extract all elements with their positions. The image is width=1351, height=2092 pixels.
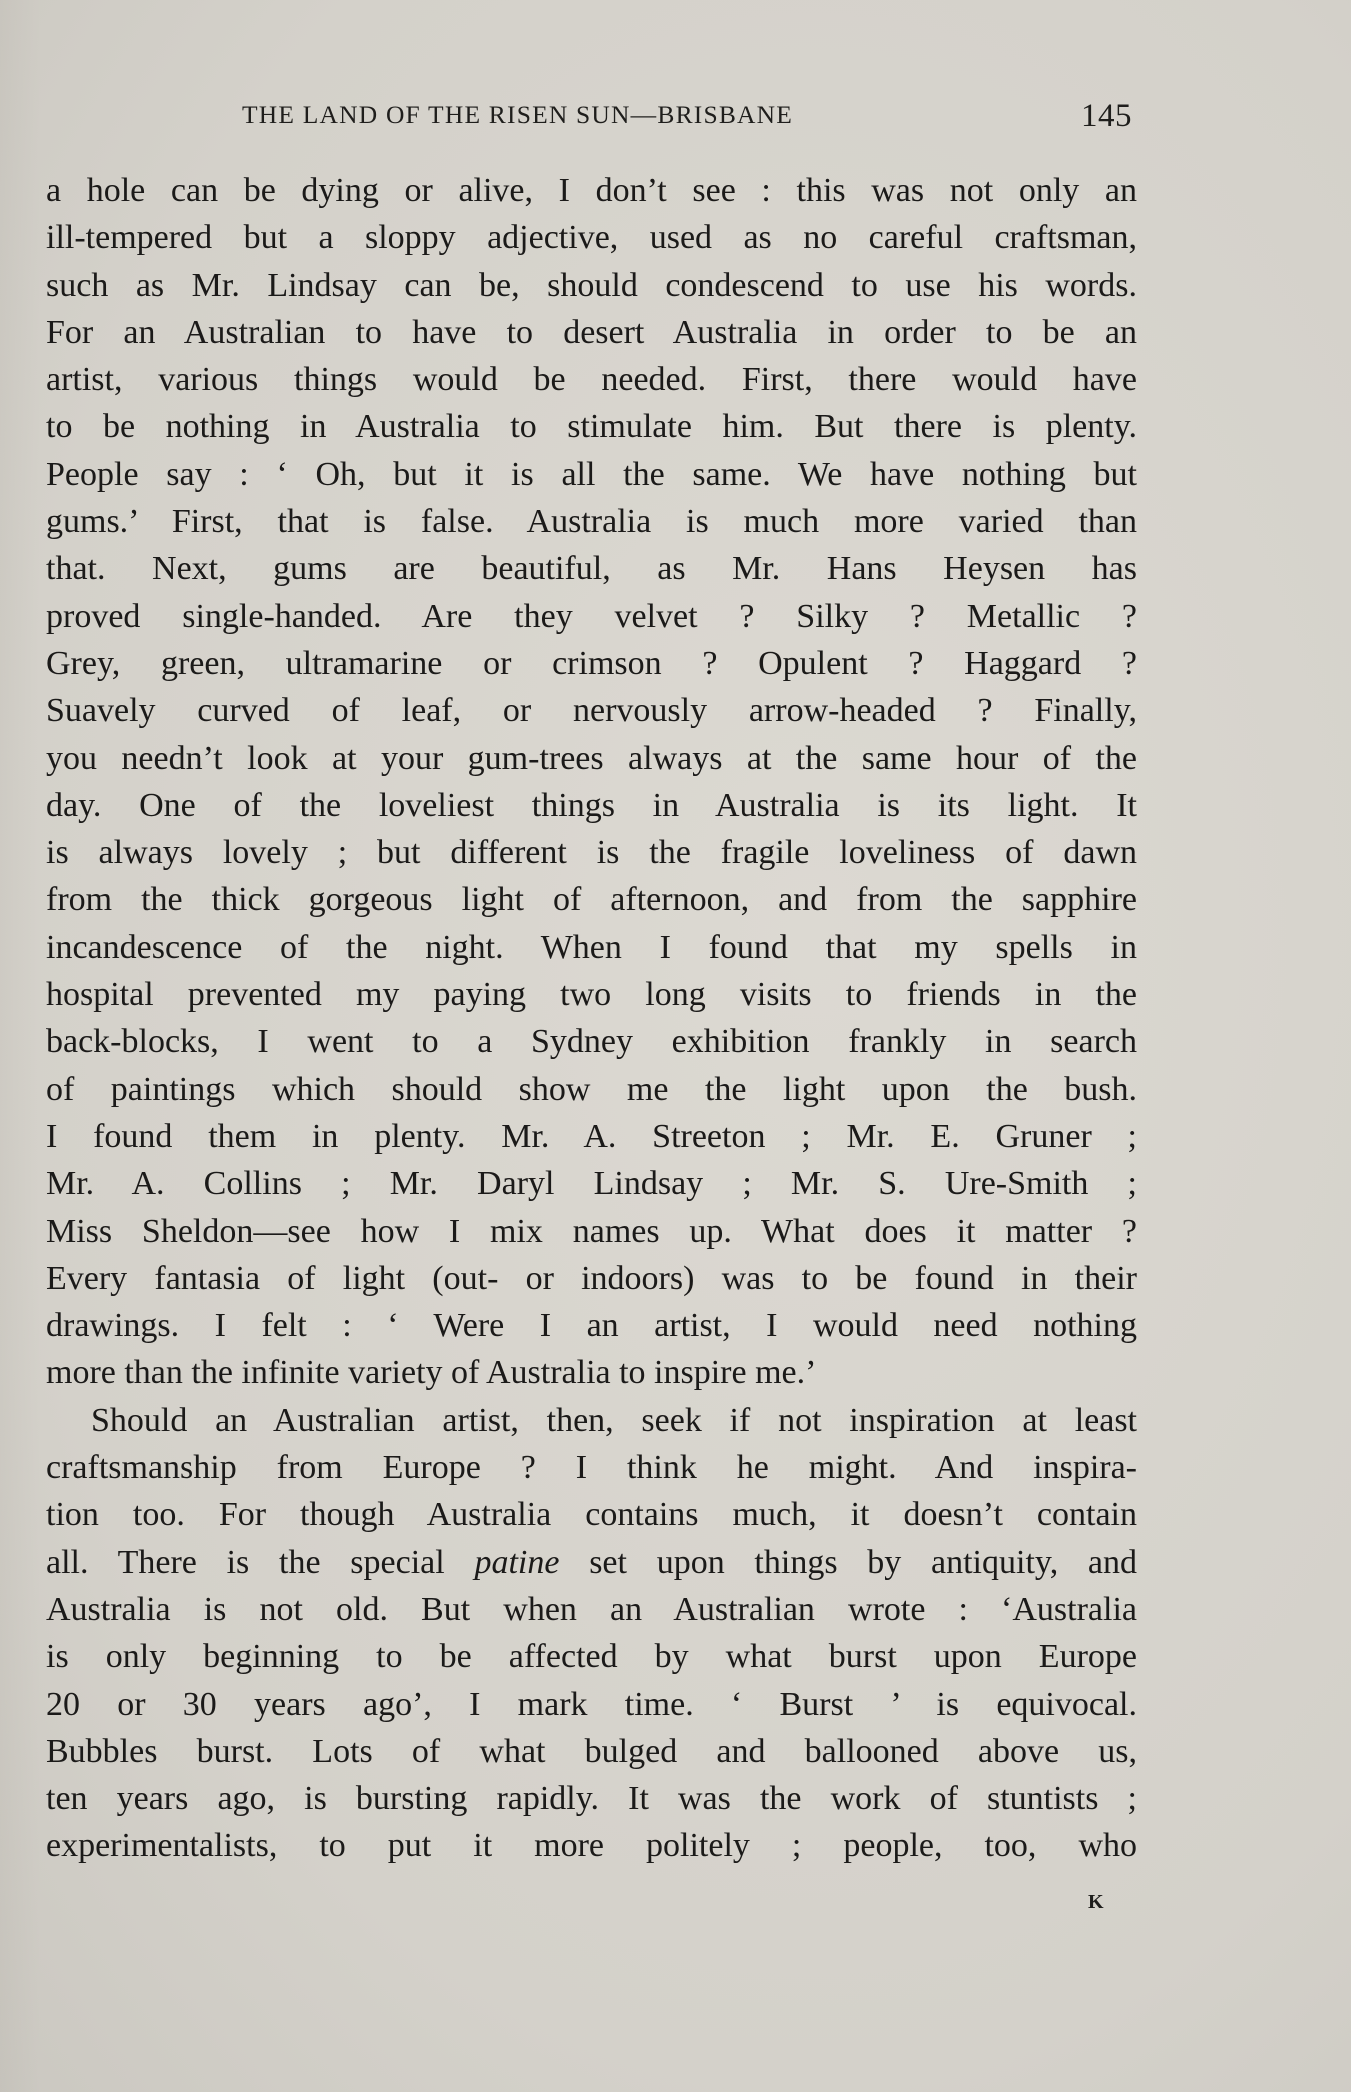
text-line: incandescence of the night. When I found that my spells in [46,928,1137,966]
page-number: 145 [1081,98,1132,134]
text-line: that. Next, gums are beautiful, as Mr. Hans Heysen has [46,550,1137,588]
text-line: People say : ‘ Oh, but it is all the same. We have nothing but [46,455,1137,493]
text-segment: set upon things by antiquity, and [589,1543,1138,1581]
text-line: to be nothing in Australia to stimulate him. But there is plenty. [46,408,1137,446]
text-line: day. One of the loveliest things in Australia is its light. It [46,786,1137,824]
text-line: artist, various things would be needed. First, there would have [46,361,1137,399]
italic-word: patine [474,1543,560,1581]
text-line: experimentalists, to put it more politely ; people, too, who [46,1827,1137,1865]
text-line: Suavely curved of leaf, or nervously arrow-headed ? Finally, [46,692,1137,730]
text-line: a hole can be dying or alive, I don’t see : this was not only an [46,172,1137,209]
text-line: you needn’t look at your gum-trees always at the same hour of the [46,739,1137,777]
text-line: Australia is not old. But when an Australian wrote : ‘Australia [46,1590,1137,1628]
text-line: from the thick gorgeous light of afternoon, and from the sapphire [46,881,1137,919]
text-line: drawings. I felt : ‘ Were I an artist, I would need nothing [46,1307,1137,1345]
paragraph-first-line: Should an Australian artist, then, seek if not inspiration at least [91,1401,1137,1439]
text-line: back-blocks, I went to a Sydney exhibition frankly in search [46,1023,1137,1061]
body-text [46,167,1137,1870]
text-line: gums.’ First, that is false. Australia is much more varied than [46,503,1137,541]
text-line: such as Mr. Lindsay can be, should condescend to use his words. [46,266,1137,304]
text-line: ill-tempered but a sloppy adjective, used as no careful craftsman, [46,219,1137,257]
text-line: For an Australian to have to desert Australia in order to be an [46,313,1137,351]
text-line: I found them in plenty. Mr. A. Streeton ; Mr. E. Gruner ; [46,1117,1137,1155]
text-line: Mr. A. Collins ; Mr. Daryl Lindsay ; Mr. S. Ure-Smith ; [46,1165,1137,1203]
signature-mark: K [1088,1891,1105,1913]
text-line: tion too. For though Australia contains much, it doesn’t contain [46,1496,1137,1534]
text-segment: all. There is the special [46,1543,445,1581]
text-line: more than the infinite variety of Australia to inspire me.’ [46,1354,817,1392]
text-line: ten years ago, is bursting rapidly. It was the work of stuntists ; [46,1780,1137,1818]
text-line: of paintings which should show me the light upon the bush. [46,1070,1137,1108]
text-line: craftsmanship from Europe ? I think he might. And inspira- [46,1449,1137,1487]
text-line: Every fantasia of light (out- or indoors) was to be found in their [46,1259,1137,1297]
text-line: hospital prevented my paying two long visits to friends in the [46,976,1137,1014]
text-line: is only beginning to be affected by what burst upon Europe [46,1638,1137,1676]
text-line: Bubbles burst. Lots of what bulged and ballooned above us, [46,1732,1137,1770]
text-line: 20 or 30 years ago’, I mark time. ‘ Burst ’ is equivocal. [46,1685,1137,1723]
text-line: proved single-handed. Are they velvet ? Silky ? Metallic ? [46,597,1137,635]
text-line: is always lovely ; but different is the fragile loveliness of dawn [46,834,1137,872]
text-line-with-italic [46,1539,1137,1586]
text-line: Miss Sheldon—see how I mix names up. What does it matter ? [46,1212,1137,1250]
running-head: THE LAND OF THE RISEN SUN—BRISBANE [242,100,794,129]
text-line: Grey, green, ultramarine or crimson ? Opulent ? Haggard ? [46,644,1137,682]
